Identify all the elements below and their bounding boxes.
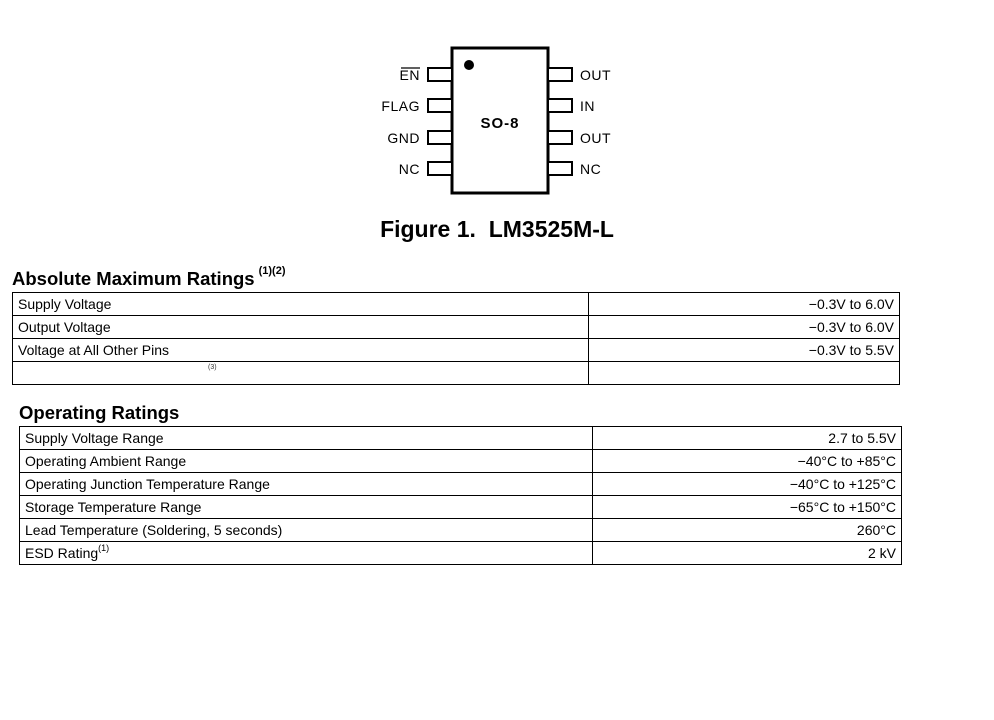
rating-label-text: Lead Temperature (Soldering, 5 seconds)	[25, 522, 283, 538]
rating-label	[20, 450, 593, 473]
table-row-clipped	[13, 362, 900, 385]
rating-label: Supply Voltage	[13, 293, 589, 316]
absolute-max-footnote-refs: (1)(2)	[258, 265, 286, 277]
pin-stub-right-7	[548, 99, 572, 112]
rating-value: −0.3V to 6.0V	[589, 316, 900, 339]
footnote-ref: (1)	[98, 543, 110, 553]
rating-value: −40°C to +125°C	[593, 473, 902, 496]
pin-stub-left-4	[428, 162, 452, 175]
pin-stub-right-8	[548, 68, 572, 81]
rating-label-text: ESD Rating	[25, 545, 99, 561]
package-label: SO-8	[480, 115, 520, 132]
table-row	[13, 293, 900, 316]
table-row	[20, 450, 902, 473]
table-row	[20, 496, 902, 519]
rating-value: 260°C	[593, 519, 902, 542]
rating-label	[20, 427, 593, 450]
pin-label-out-2: OUT	[580, 130, 612, 146]
pin-label-flag: FLAG	[381, 98, 420, 114]
clipped-footnote-mark: (3)	[208, 364, 217, 371]
pin-stub-left-1	[428, 68, 452, 81]
pin-label-en: EN	[399, 67, 420, 83]
rating-label-text: Operating Ambient Range	[25, 453, 187, 469]
operating-ratings-table	[19, 426, 902, 565]
figure-caption: Figure 1. LM3525M-L	[380, 216, 614, 242]
rating-label	[20, 473, 593, 496]
rating-label	[20, 519, 593, 542]
rating-value: −40°C to +85°C	[593, 450, 902, 473]
rating-value: −65°C to +150°C	[593, 496, 902, 519]
table-row	[20, 473, 902, 496]
operating-ratings-heading	[19, 402, 179, 424]
pin-label-nc-left: NC	[398, 161, 420, 177]
rating-value: −0.3V to 6.0V	[589, 293, 900, 316]
pin-label-out-1: OUT	[580, 67, 612, 83]
operating-ratings-title: Operating Ratings	[19, 402, 180, 423]
rating-label: Output Voltage	[13, 316, 589, 339]
rating-label-text: Storage Temperature Range	[25, 499, 202, 515]
absolute-max-ratings-title: Absolute Maximum Ratings	[12, 268, 255, 289]
pin-stub-right-6	[548, 131, 572, 144]
rating-label: Voltage at All Other Pins	[13, 339, 589, 362]
pin-stub-left-3	[428, 131, 452, 144]
pin-label-gnd: GND	[387, 130, 420, 146]
table-row	[13, 339, 900, 362]
table-row	[20, 542, 902, 565]
table-row	[20, 519, 902, 542]
table-row	[13, 316, 900, 339]
absolute-max-ratings-table	[12, 292, 900, 385]
rating-value: −0.3V to 5.5V	[589, 339, 900, 362]
table-row	[20, 427, 902, 450]
pin-label-in: IN	[580, 98, 595, 114]
pin1-indicator-dot	[464, 60, 474, 70]
pin-label-nc-right: NC	[580, 161, 602, 177]
so8-package-svg	[370, 38, 620, 208]
rating-label	[20, 542, 593, 565]
left-pins	[428, 68, 452, 175]
ic-pinout-diagram	[370, 38, 620, 208]
absolute-max-ratings-heading	[12, 265, 286, 290]
rating-label-clipped	[13, 362, 589, 385]
rating-label-text: Operating Junction Temperature Range	[25, 476, 270, 492]
pin-stub-right-5	[548, 162, 572, 175]
rating-label-text: Supply Voltage Range	[25, 430, 164, 446]
rating-value: 2 kV	[593, 542, 902, 565]
rating-label	[20, 496, 593, 519]
rating-value-clipped	[589, 362, 900, 385]
absolute-max-ratings-table-clip	[12, 292, 900, 371]
right-pins	[548, 68, 572, 175]
rating-value: 2.7 to 5.5V	[593, 427, 902, 450]
pin-stub-left-2	[428, 99, 452, 112]
